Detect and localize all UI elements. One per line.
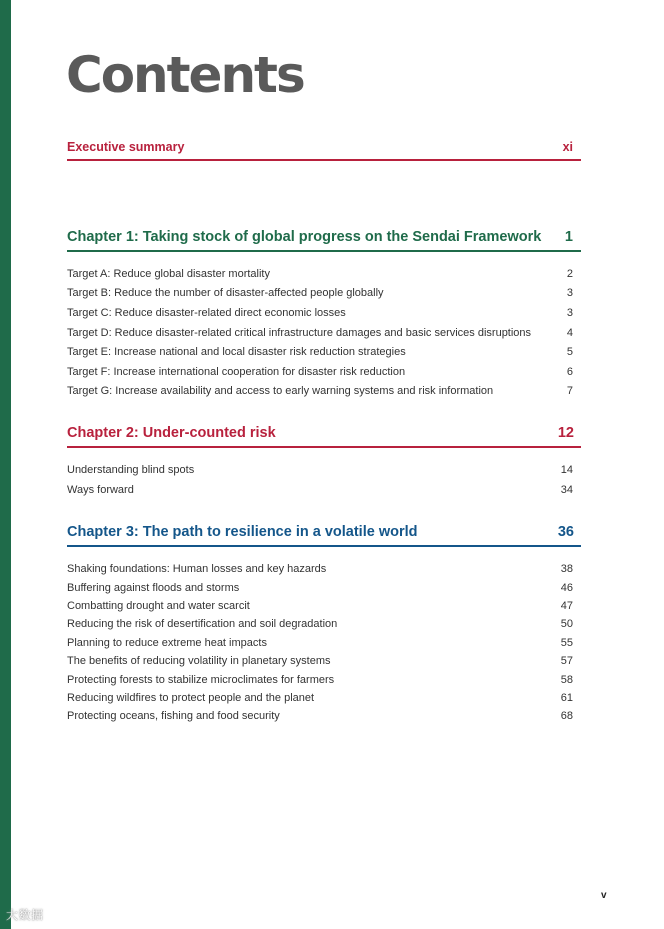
toc-entry-page: 46	[560, 581, 573, 594]
chapter-2-title: Chapter 2: Under-counted risk	[67, 425, 276, 441]
toc-entry-label: Combatting drought and water scarcit	[67, 599, 250, 612]
toc-entry-label: Ways forward	[67, 484, 134, 496]
page-title: Contents	[66, 46, 304, 104]
toc-entry[interactable]	[67, 689, 581, 707]
toc-entry[interactable]	[67, 578, 581, 596]
toc-entry-page: 2	[566, 267, 573, 280]
page-number: v	[601, 890, 607, 901]
toc-entry-label: The benefits of reducing volatility in planetary systems	[67, 655, 331, 668]
toc-entry[interactable]	[67, 460, 581, 480]
chapter-3-entries	[67, 560, 581, 726]
toc-entry-label: Target D: Reduce disaster-related critical infrastructure damages and basic services disruptions	[67, 326, 532, 339]
toc-entry-label: Protecting oceans, fishing and food security	[67, 710, 280, 723]
toc-entry[interactable]	[67, 634, 581, 652]
toc-entry-label: Target E: Increase national and local disaster risk reduction strategies	[67, 346, 406, 359]
toc-entry-page: 14	[560, 464, 573, 476]
chapter-3-heading[interactable]	[67, 524, 581, 547]
toc-entry-label: Understanding blind spots	[67, 464, 195, 476]
toc-entry[interactable]	[67, 707, 581, 725]
toc-entry[interactable]	[67, 342, 581, 362]
toc-entry-page: 4	[566, 326, 573, 339]
toc-entry[interactable]	[67, 382, 581, 402]
toc-entry-label: Planning to reduce extreme heat impacts	[67, 636, 267, 649]
toc-entry-page: 7	[566, 385, 573, 398]
toc-entry-label: Reducing wildfires to protect people and the planet	[67, 691, 315, 704]
chapter-3-title: Chapter 3: The path to resilience in a volatile world	[67, 524, 418, 540]
side-color-bar	[0, 0, 11, 929]
chapter-3-section	[67, 524, 581, 726]
toc-entry-page: 58	[560, 673, 573, 686]
toc-entry-page: 50	[560, 618, 573, 631]
toc-entry[interactable]	[67, 560, 581, 578]
toc-entry-page: 34	[560, 484, 573, 496]
toc-entry-page: 5	[566, 346, 573, 359]
toc-entry-label: Shaking foundations: Human losses and key hazards	[67, 563, 327, 576]
executive-summary-entry[interactable]	[67, 140, 581, 161]
toc-entry-label: Buffering against floods and storms	[67, 581, 240, 594]
toc-entry-page: 55	[560, 636, 573, 649]
toc-entry-page: 6	[566, 365, 573, 378]
toc-entry[interactable]	[67, 615, 581, 633]
toc-entry[interactable]	[67, 323, 581, 343]
toc-entry-page: 68	[560, 710, 573, 723]
chapter-1-entries	[67, 264, 581, 401]
chapter-1-section	[67, 229, 581, 401]
chapter-2-section	[67, 425, 581, 500]
toc-entry[interactable]	[67, 652, 581, 670]
watermark-text: 大数据	[6, 908, 44, 922]
toc-entry[interactable]	[67, 597, 581, 615]
toc-entry-page: 57	[560, 655, 573, 668]
toc-entry-label: Target F: Increase international cooperation for disaster risk reduction	[67, 365, 406, 378]
chapter-2-entries	[67, 460, 581, 500]
toc-entry-label: Target A: Reduce global disaster mortality	[67, 267, 270, 280]
toc-entry[interactable]	[67, 303, 581, 323]
toc-entry-label: Target B: Reduce the number of disaster-affected people globally	[67, 287, 384, 300]
executive-summary-heading	[67, 140, 581, 161]
toc-entry-label: Protecting forests to stabilize microclimates for farmers	[67, 673, 335, 686]
toc-entry-page: 3	[566, 306, 573, 319]
toc-entry-label: Target C: Reduce disaster-related direct economic losses	[67, 306, 346, 319]
chapter-2-page: 12	[557, 425, 574, 441]
toc-entry-page: 38	[560, 563, 573, 576]
toc-entry[interactable]	[67, 284, 581, 304]
toc-entry[interactable]	[67, 480, 581, 500]
toc-entry-page: 47	[560, 599, 573, 612]
chapter-1-page: 1	[564, 229, 573, 245]
executive-summary-label: Executive summary	[67, 140, 185, 154]
toc-entry[interactable]	[67, 362, 581, 382]
toc-entry-label: Target G: Increase availability and access to early warning systems and risk information	[67, 385, 494, 398]
toc-entry[interactable]	[67, 670, 581, 688]
executive-summary-page: xi	[562, 140, 573, 154]
toc-entry-label: Reducing the risk of desertification and soil degradation	[67, 618, 338, 631]
toc-entry-page: 61	[560, 691, 573, 704]
chapter-3-page: 36	[557, 524, 574, 540]
toc-entry[interactable]	[67, 264, 581, 284]
chapter-2-heading[interactable]	[67, 425, 581, 448]
toc-entry-page: 3	[566, 287, 573, 300]
chapter-1-heading[interactable]	[67, 229, 581, 252]
chapter-1-title: Chapter 1: Taking stock of global progress on the Sendai Framework	[67, 229, 542, 245]
